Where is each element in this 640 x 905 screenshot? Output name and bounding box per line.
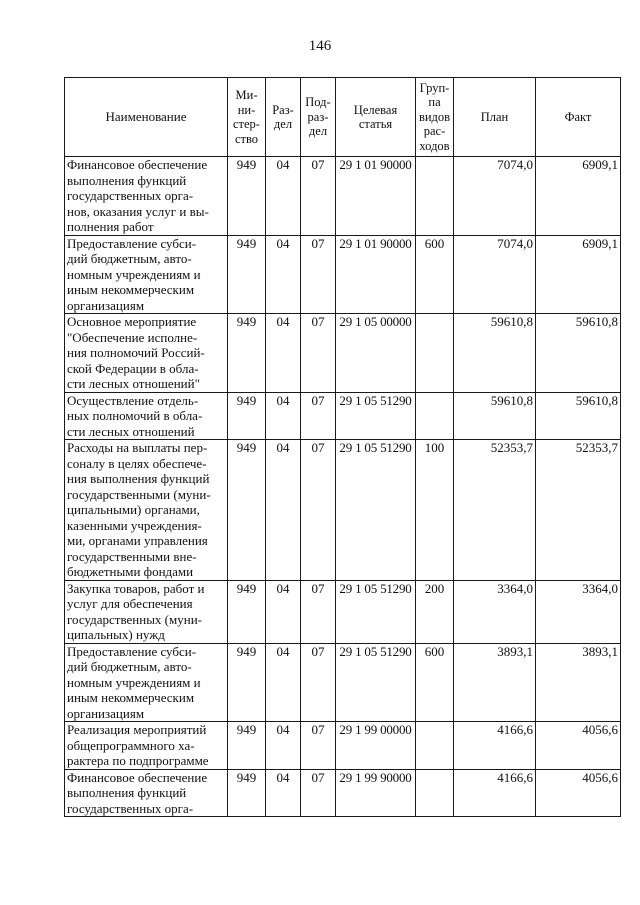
cell-name: Финансовое обеспечение выполнения функций государственных орга- — [65, 769, 228, 817]
header-expense-group: Груп- па видов рас- ходов — [416, 78, 454, 157]
header-ministry: Ми- ни- стер- ство — [228, 78, 266, 157]
cell-section: 04 — [266, 580, 301, 643]
cell-target-article: 29 1 05 51290 — [336, 643, 416, 722]
cell-ministry: 949 — [228, 722, 266, 770]
cell-target-article: 29 1 01 90000 — [336, 157, 416, 236]
cell-fact: 6909,1 — [536, 235, 621, 314]
cell-name: Предоставление субси- дий бюджетным, авто- номным учреждениям и иным некоммерческим организациям — [65, 643, 228, 722]
cell-fact: 3893,1 — [536, 643, 621, 722]
cell-ministry: 949 — [228, 580, 266, 643]
cell-subsection: 07 — [301, 392, 336, 440]
cell-section: 04 — [266, 314, 301, 393]
cell-name: Основное мероприятие "Обеспечение исполне- ния полномочий Россий- ской Федерации в обла- сти лесных отношений" — [65, 314, 228, 393]
cell-fact: 4056,6 — [536, 722, 621, 770]
cell-target-article: 29 1 05 51290 — [336, 580, 416, 643]
cell-ministry: 949 — [228, 643, 266, 722]
table-row — [65, 157, 621, 236]
cell-expense-group — [416, 314, 454, 393]
cell-target-article: 29 1 99 90000 — [336, 769, 416, 817]
cell-subsection: 07 — [301, 157, 336, 236]
cell-fact: 3364,0 — [536, 580, 621, 643]
cell-plan: 3364,0 — [454, 580, 536, 643]
cell-ministry: 949 — [228, 392, 266, 440]
cell-plan: 59610,8 — [454, 314, 536, 393]
page-number: 146 — [308, 38, 332, 54]
table-row — [65, 235, 621, 314]
cell-name: Расходы на выплаты пер- соналу в целях обеспече- ния выполнения функций государственными (муни- ципальными) органами, казенными учреждения- ми, органами управления государственными вне- бюджетными фондами — [65, 440, 228, 581]
cell-target-article: 29 1 05 51290 — [336, 392, 416, 440]
cell-section: 04 — [266, 643, 301, 722]
cell-subsection: 07 — [301, 769, 336, 817]
table-row — [65, 643, 621, 722]
cell-ministry: 949 — [228, 314, 266, 393]
cell-plan: 59610,8 — [454, 392, 536, 440]
cell-name: Предоставление субси- дий бюджетным, авто- номным учреждениям и иным некоммерческим организациям — [65, 235, 228, 314]
cell-section: 04 — [266, 769, 301, 817]
cell-plan: 4166,6 — [454, 722, 536, 770]
cell-expense-group — [416, 722, 454, 770]
header-section: Раз- дел — [266, 78, 301, 157]
cell-expense-group — [416, 157, 454, 236]
cell-name: Реализация мероприятий общепрограммного ха- рактера по подпрограмме — [65, 722, 228, 770]
cell-ministry: 949 — [228, 235, 266, 314]
table-row — [65, 580, 621, 643]
cell-name: Осуществление отдель- ных полномочий в обла- сти лесных отношений — [65, 392, 228, 440]
table-row — [65, 392, 621, 440]
cell-fact: 4056,6 — [536, 769, 621, 817]
cell-subsection: 07 — [301, 580, 336, 643]
cell-target-article: 29 1 05 00000 — [336, 314, 416, 393]
cell-section: 04 — [266, 722, 301, 770]
table-row — [65, 440, 621, 581]
cell-fact: 52353,7 — [536, 440, 621, 581]
cell-name: Финансовое обеспечение выполнения функций государственных орга- нов, оказания услуг и вы- полнения работ — [65, 157, 228, 236]
cell-plan: 3893,1 — [454, 643, 536, 722]
cell-expense-group: 200 — [416, 580, 454, 643]
cell-expense-group: 600 — [416, 235, 454, 314]
cell-target-article: 29 1 99 00000 — [336, 722, 416, 770]
cell-subsection: 07 — [301, 722, 336, 770]
cell-plan: 4166,6 — [454, 769, 536, 817]
header-fact: Факт — [536, 78, 621, 157]
cell-plan: 7074,0 — [454, 157, 536, 236]
cell-expense-group — [416, 769, 454, 817]
table-row — [65, 314, 621, 393]
cell-subsection: 07 — [301, 643, 336, 722]
cell-plan: 7074,0 — [454, 235, 536, 314]
header-name: Наименование — [65, 78, 228, 157]
cell-expense-group: 100 — [416, 440, 454, 581]
cell-section: 04 — [266, 157, 301, 236]
cell-subsection: 07 — [301, 314, 336, 393]
cell-section: 04 — [266, 235, 301, 314]
cell-fact: 6909,1 — [536, 157, 621, 236]
cell-ministry: 949 — [228, 440, 266, 581]
cell-subsection: 07 — [301, 440, 336, 581]
table-header-row — [65, 78, 621, 157]
header-target-article: Целевая статья — [336, 78, 416, 157]
cell-expense-group: 600 — [416, 643, 454, 722]
cell-plan: 52353,7 — [454, 440, 536, 581]
cell-section: 04 — [266, 392, 301, 440]
cell-subsection: 07 — [301, 235, 336, 314]
cell-target-article: 29 1 01 90000 — [336, 235, 416, 314]
cell-section: 04 — [266, 440, 301, 581]
header-subsection: Под- раз- дел — [301, 78, 336, 157]
header-plan: План — [454, 78, 536, 157]
cell-fact: 59610,8 — [536, 314, 621, 393]
cell-ministry: 949 — [228, 769, 266, 817]
table-row — [65, 769, 621, 817]
cell-fact: 59610,8 — [536, 392, 621, 440]
cell-target-article: 29 1 05 51290 — [336, 440, 416, 581]
cell-ministry: 949 — [228, 157, 266, 236]
budget-table — [64, 77, 621, 817]
cell-name: Закупка товаров, работ и услуг для обеспечения государственных (муни- ципальных) нужд — [65, 580, 228, 643]
table-row — [65, 722, 621, 770]
cell-expense-group — [416, 392, 454, 440]
